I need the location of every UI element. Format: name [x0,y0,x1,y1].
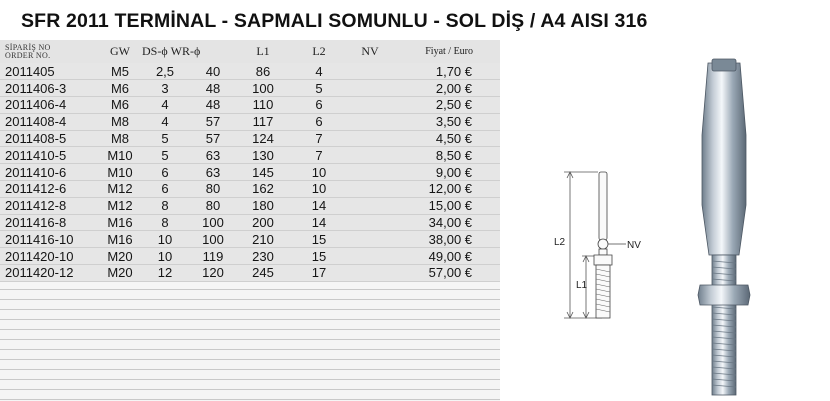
terminal-outline [594,172,612,318]
table-row [0,248,500,265]
cell-nv [348,265,392,282]
table-row [0,181,500,198]
nv-label: NV [627,240,641,251]
table-body [0,63,500,281]
cell-l2: 7 [290,147,348,164]
cell-ds: 5 [140,130,190,147]
cell-ds: 4 [140,97,190,114]
table-row [0,197,500,214]
cell-l1: 162 [236,181,290,198]
tube-mouth [712,59,736,71]
cell-ds: 10 [140,231,190,248]
title-bar [0,0,830,40]
cell-gw: M12 [100,197,140,214]
cell-gw: M6 [100,97,140,114]
cell-price: 57,00 € [392,265,500,282]
page-title: SFR 2011 TERMİNAL - SAPMALI SOMUNLU - SOL DİŞ / A4 AISI 316 [21,10,648,32]
cell-gw: M8 [100,113,140,130]
cell-order-no: 2011420-12 [0,265,100,282]
cell-gw: M12 [100,181,140,198]
cell-l1: 230 [236,248,290,265]
cell-order-no: 2011412-6 [0,181,100,198]
cell-l2: 6 [290,97,348,114]
cell-gw: M10 [100,164,140,181]
l2-label: L2 [554,237,566,248]
cell-ds: 8 [140,197,190,214]
header-l1: L1 [256,44,270,58]
cell-nv [348,231,392,248]
cell-wr: 100 [190,214,236,231]
cell-l1: 124 [236,130,290,147]
cell-wr: 80 [190,197,236,214]
cell-l1: 130 [236,147,290,164]
table-row [0,130,500,147]
cell-ds: 6 [140,181,190,198]
cell-nv [348,181,392,198]
cell-order-no: 2011410-5 [0,147,100,164]
price-table [0,40,500,282]
cell-nv [348,63,392,80]
cell-l2: 14 [290,197,348,214]
cell-price: 8,50 € [392,147,500,164]
cell-order-no: 2011410-6 [0,164,100,181]
cell-price: 9,00 € [392,164,500,181]
cell-order-no: 2011406-3 [0,80,100,97]
cell-price: 15,00 € [392,197,500,214]
cell-nv [348,214,392,231]
table-row [0,214,500,231]
cell-price: 49,00 € [392,248,500,265]
cell-nv [348,248,392,265]
cell-order-no: 2011408-5 [0,130,100,147]
cell-l1: 110 [236,97,290,114]
cell-order-no: 2011406-4 [0,97,100,114]
table-row [0,80,500,97]
cell-gw: M6 [100,80,140,97]
cell-ds: 5 [140,147,190,164]
cell-gw: M16 [100,214,140,231]
cell-l1: 100 [236,80,290,97]
swage-tube [702,63,746,255]
cell-price: 2,50 € [392,97,500,114]
cell-nv [348,113,392,130]
cell-order-no: 2011416-10 [0,231,100,248]
cell-wr: 57 [190,113,236,130]
cell-ds: 10 [140,248,190,265]
dimension-diagram [552,168,662,328]
cell-gw: M8 [100,130,140,147]
cell-nv [348,147,392,164]
cell-l2: 5 [290,80,348,97]
table-row [0,113,500,130]
cell-gw: M5 [100,63,140,80]
cell-price: 2,00 € [392,80,500,97]
cell-wr: 48 [190,97,236,114]
cell-ds: 4 [140,113,190,130]
cell-l2: 14 [290,214,348,231]
header-order-no: SİPARİŞ NO ORDER NO. [5,42,51,60]
cell-nv [348,197,392,214]
cell-order-no: 2011416-8 [0,214,100,231]
hex-nut [698,285,750,305]
cell-gw: M20 [100,248,140,265]
cell-l1: 86 [236,63,290,80]
header-ds-wr: DS-ϕ WR-ϕ [142,44,201,58]
cell-l2: 6 [290,113,348,130]
cell-gw: M20 [100,265,140,282]
cell-l1: 145 [236,164,290,181]
cell-nv [348,97,392,114]
cell-l1: 200 [236,214,290,231]
cell-l2: 4 [290,63,348,80]
cell-l2: 15 [290,248,348,265]
cell-wr: 119 [190,248,236,265]
cell-wr: 100 [190,231,236,248]
cell-price: 38,00 € [392,231,500,248]
cell-order-no: 2011412-8 [0,197,100,214]
table-row [0,164,500,181]
table-row [0,265,500,282]
cell-price: 1,70 € [392,63,500,80]
cell-l1: 180 [236,197,290,214]
table-row [0,63,500,80]
table-row [0,147,500,164]
cell-nv [348,80,392,97]
table-row [0,97,500,114]
table-header-row [0,40,500,63]
cell-ds: 6 [140,164,190,181]
cell-gw: M10 [100,147,140,164]
cell-price: 12,00 € [392,181,500,198]
cell-order-no: 2011405 [0,63,100,80]
cell-gw: M16 [100,231,140,248]
cell-l2: 17 [290,265,348,282]
table-row [0,231,500,248]
cell-ds: 8 [140,214,190,231]
cell-order-no: 2011420-10 [0,248,100,265]
cell-wr: 120 [190,265,236,282]
cell-wr: 40 [190,63,236,80]
cell-nv [348,164,392,181]
cell-price: 4,50 € [392,130,500,147]
cell-ds: 12 [140,265,190,282]
header-l2: L2 [312,44,326,58]
cell-price: 3,50 € [392,113,500,130]
cell-ds: 2,5 [140,63,190,80]
cell-l2: 10 [290,164,348,181]
header-nv: NV [361,44,379,58]
cell-order-no: 2011408-4 [0,113,100,130]
cell-price: 34,00 € [392,214,500,231]
header-price: Fiyat / Euro [425,46,474,57]
header-gw: GW [110,44,130,58]
cell-l1: 210 [236,231,290,248]
cell-l1: 245 [236,265,290,282]
cell-wr: 80 [190,181,236,198]
cell-l2: 10 [290,181,348,198]
cell-wr: 48 [190,80,236,97]
cell-l2: 15 [290,231,348,248]
cell-wr: 63 [190,147,236,164]
l1-label: L1 [576,280,588,291]
cell-nv [348,130,392,147]
cell-wr: 57 [190,130,236,147]
terminal-product-image [684,55,764,401]
cell-ds: 3 [140,80,190,97]
cell-wr: 63 [190,164,236,181]
cell-l2: 7 [290,130,348,147]
cell-l1: 117 [236,113,290,130]
